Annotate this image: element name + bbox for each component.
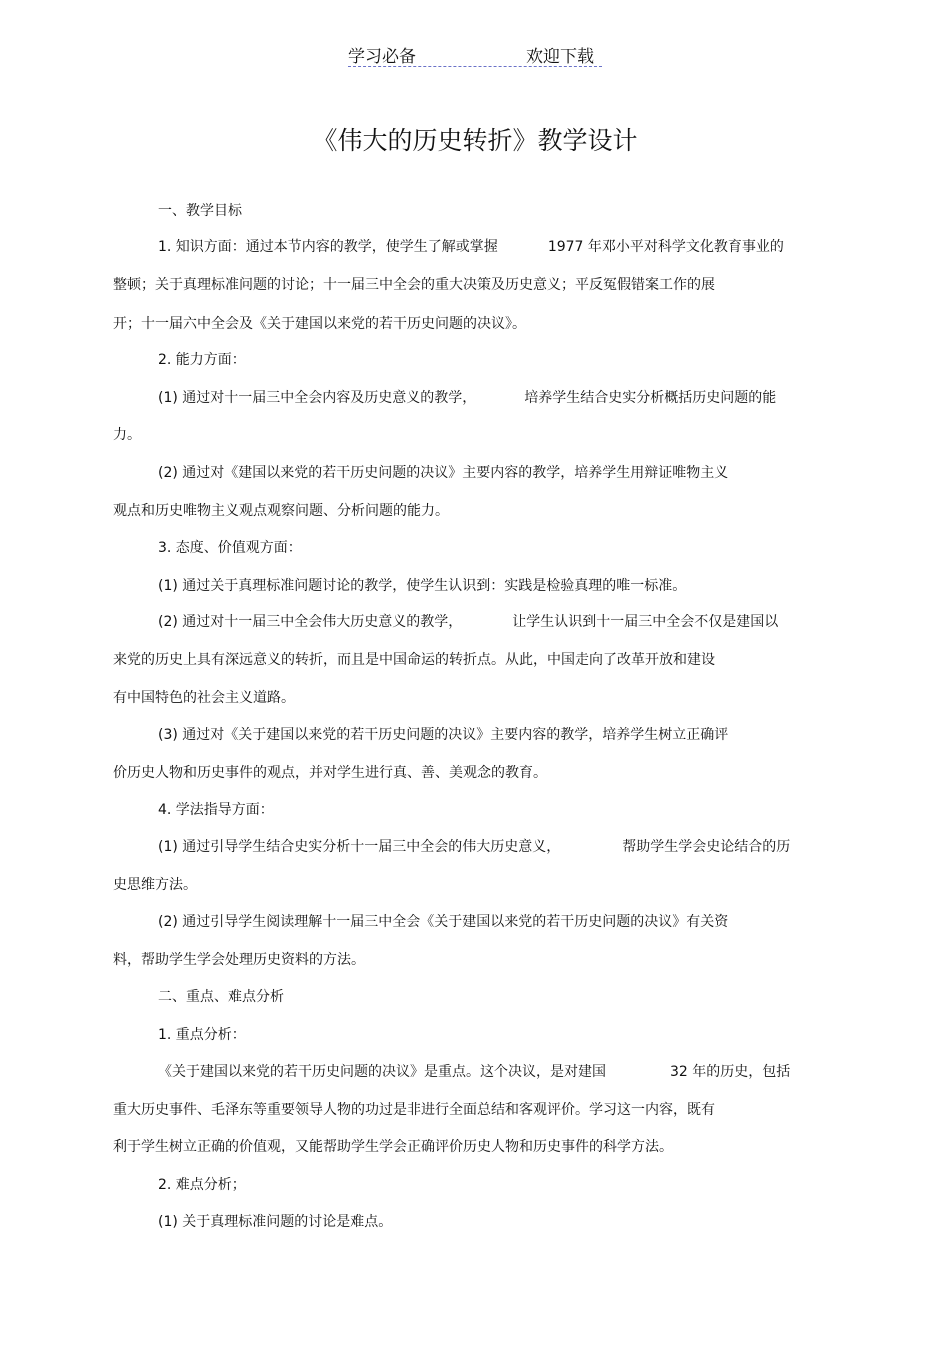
body-line: 二、重点、难点分析	[158, 989, 284, 1005]
page-header	[348, 40, 602, 67]
body-line: 一、教学目标	[158, 203, 242, 219]
body-line-segment: 32 年的历史，包括	[670, 1064, 791, 1080]
body-line-segment: (1) 通过引导学生结合史实分析十一届三中全会的伟大历史意义，	[158, 839, 561, 855]
body-line: 史思维方法。	[113, 877, 197, 893]
body-line: (3) 通过对《关于建国以来党的若干历史问题的决议》主要内容的教学，培养学生树立正确评	[158, 727, 729, 743]
body-line: (1) 通过关于真理标准问题讨论的教学，使学生认识到：实践是检验真理的唯一标准。	[158, 578, 687, 594]
body-line: 利于学生树立正确的价值观，又能帮助学生学会正确评价历史人物和历史事件的科学方法。	[113, 1139, 673, 1155]
body-line-segment: (2) 通过对十一届三中全会伟大历史意义的教学，	[158, 614, 463, 630]
body-line-segment: 帮助学生学会史论结合的历	[622, 839, 791, 855]
body-line	[158, 238, 784, 256]
body-line: 3. 态度、价值观方面：	[158, 540, 302, 556]
body-line: 观点和历史唯物主义观点观察问题、分析问题的能力。	[113, 503, 449, 519]
body-line: 开；十一届六中全会及《关于建国以来党的若干历史问题的决议》。	[113, 316, 526, 332]
body-line: (2) 通过对《建国以来党的若干历史问题的决议》主要内容的教学，培养学生用辩证唯物主义	[158, 465, 729, 481]
body-line	[158, 838, 790, 856]
body-line: 整顿；关于真理标准问题的讨论；十一届三中全会的重大决策及历史意义；平反冤假错案工作的展	[113, 277, 715, 293]
body-line-segment: 培养学生结合史实分析概括历史问题的能	[524, 390, 777, 406]
body-line	[158, 613, 778, 631]
body-line: 有中国特色的社会主义道路。	[113, 690, 295, 706]
body-line: 重大历史事件、毛泽东等重要领导人物的功过是非进行全面总结和客观评价。学习这一内容，既有	[113, 1102, 715, 1118]
body-line: 料，帮助学生学会处理历史资料的方法。	[113, 952, 365, 968]
body-line: 来党的历史上具有深远意义的转折，而且是中国命运的转折点。从此，中国走向了改革开放和建设	[113, 652, 715, 668]
body-line: (2) 通过引导学生阅读理解十一届三中全会《关于建国以来党的若干历史问题的决议》有关资	[158, 914, 729, 930]
header-right-text: 欢迎下载	[526, 47, 594, 67]
body-line-segment: 让学生认识到十一届三中全会不仅是建国以	[512, 614, 779, 630]
body-line: 1. 重点分析：	[158, 1027, 246, 1043]
document-title: 《伟大的历史转折》教学设计	[312, 126, 638, 155]
body-line-segment: (1) 通过对十一届三中全会内容及历史意义的教学，	[158, 390, 477, 406]
body-line: 价历史人物和历史事件的观点，并对学生进行真、善、美观念的教育。	[113, 765, 547, 781]
body-line-segment: 1977 年邓小平对科学文化教育事业的	[547, 239, 784, 255]
body-line: 力。	[113, 427, 141, 443]
body-line-segment: 《关于建国以来党的若干历史问题的决议》是重点。这个决议，是对建国	[158, 1064, 606, 1080]
body-line	[158, 389, 776, 407]
body-line-segment: 1. 知识方面：通过本节内容的教学，使学生了解或掌握	[158, 239, 498, 255]
body-line	[158, 1063, 790, 1081]
body-line: (1) 关于真理标准问题的讨论是难点。	[158, 1214, 393, 1230]
body-line: 2. 能力方面：	[158, 352, 246, 368]
header-left-text: 学习必备	[348, 47, 416, 67]
body-line: 4. 学法指导方面：	[158, 802, 274, 818]
body-line: 2. 难点分析；	[158, 1177, 246, 1193]
